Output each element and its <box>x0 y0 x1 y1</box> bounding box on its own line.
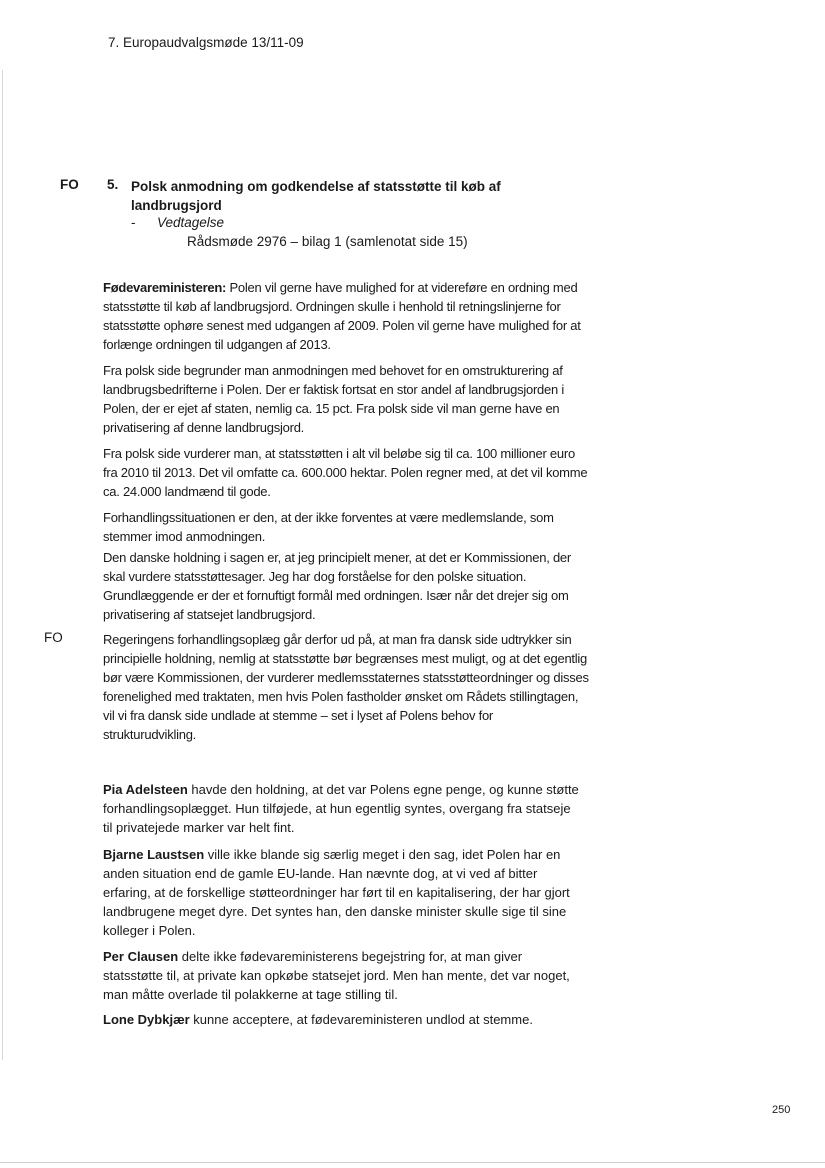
paragraph-text: Polen vil gerne have mulighed for at videreføre en ordning med statsstøtte til køb af landbrugsjord. Ordningen skulle i henhold til retningslinjerne for statsstøtte ophøre senest med udgangen af 2009. Polen vil gerne have mulighed for at forlænge ordningen til udgangen af 2013. <box>103 280 581 352</box>
debate-paragraph <box>103 780 581 837</box>
agenda-item-number: 5. <box>107 177 119 192</box>
minister-paragraph-2 <box>103 361 589 437</box>
agenda-item-dash: - <box>131 215 136 230</box>
paragraph-text: ville ikke blande sig særlig meget i den sag, idet Polen har en anden situation end de gamle EU-lande. Han nævnte dog, at vi ved af bitter erfaring, at de forskellige støtteordninger har ført til en kapitalisering, der har gjort landbrugene meget dyre. Det syntes han, den danske minister skulle sige til sine kolleger i Polen. <box>103 847 570 938</box>
debate-paragraph <box>103 1010 581 1029</box>
minister-paragraph-6 <box>103 630 589 744</box>
speaker-name: Lone Dybkjær <box>103 1012 190 1027</box>
paragraph-text: Forhandlingssituationen er den, at der ikke forventes at være medlemslande, som stemmer imod anmodningen. <box>103 510 554 544</box>
debate-paragraph <box>103 845 581 940</box>
agenda-item-reference: Rådsmøde 2976 – bilag 1 (samlenotat side 15) <box>187 234 468 249</box>
margin-note-fo: FO <box>60 177 79 192</box>
paragraph-text: Fra polsk side vurderer man, at statsstøtten i alt vil beløbe sig til ca. 100 millioner euro fra 2010 til 2013. Det vil omfatte ca. 600.000 hektar. Polen regner med, at det vil komme ca. 24.000 landmænd til gode. <box>103 446 588 499</box>
paragraph-text: Regeringens forhandlingsoplæg går derfor ud på, at man fra dansk side udtrykker sin principielle holdning, nemlig at statsstøtte bør begrænses mest muligt, og at det egentlig bør være Kommissionen, der vurderer medlemsstaternes statsstøtteordninger og disses forenelighed med traktaten, men hvis Polen fastholder ønsket om Rådets stillingtagen, vil vi fra dansk side undlade at stemme – set i lyset af Polens behov for strukturudvikling. <box>103 632 589 742</box>
speaker-name: Bjarne Laustsen <box>103 847 205 862</box>
paragraph-text: kunne acceptere, at fødevareministeren undlod at stemme. <box>189 1012 533 1027</box>
paragraph-text: havde den holdning, at det var Polens egne penge, og kunne støtte forhandlingsoplægget. Hun tilføjede, at hun egentlig syntes, overgang fra statseje til privatejede marker var helt fint. <box>103 782 579 835</box>
speaker-name: Pia Adelsteen <box>103 782 188 797</box>
minister-paragraph-4 <box>103 508 589 546</box>
agenda-item-title: Polsk anmodning om godkendelse af statsstøtte til køb af landbrugsjord <box>131 179 501 213</box>
meeting-header: 7. Europaudvalgsmøde 13/11-09 <box>108 35 304 50</box>
scan-edge-left <box>2 70 3 1060</box>
debate-paragraph <box>103 947 581 1004</box>
agenda-item-subtitle: Vedtagelse <box>157 215 225 230</box>
scan-edge-bottom <box>0 1162 825 1163</box>
paragraph-text: Fra polsk side begrunder man anmodningen med behovet for en omstrukturering af landbrugsbedrifterne i Polen. Der er faktisk fortsat en stor andel af landbrugsjorden i Polen, der er ejet af staten, nemlig ca. 15 pct. Fra polsk side vil man gerne have en privatisering af denne landbrugsjord. <box>103 363 564 435</box>
paragraph-text: delte ikke fødevareministerens begejstring for, at man giver statsstøtte til, at private kan opkøbe statsejet jord. Men han mente, det var noget, man måtte overlade til polakkerne at tage stilling til. <box>103 949 570 1002</box>
paragraph-text: Den danske holdning i sagen er, at jeg principielt mener, at det er Kommissionen, der skal vurdere statsstøttesager. Jeg har dog forståelse for den polske situation. Grundlæggende er der et fornuftigt formål med ordningen. Især når det drejer sig om privatisering af statsejet landbrugsjord. <box>103 550 571 622</box>
page-number: 250 <box>772 1104 791 1116</box>
margin-note-fo: FO <box>44 630 63 645</box>
minister-paragraph-5 <box>103 548 589 624</box>
minister-paragraph-1 <box>103 278 589 354</box>
speaker-name: Fødevareministeren: <box>103 280 227 295</box>
speaker-name: Per Clausen <box>103 949 179 964</box>
minister-paragraph-3 <box>103 444 589 501</box>
